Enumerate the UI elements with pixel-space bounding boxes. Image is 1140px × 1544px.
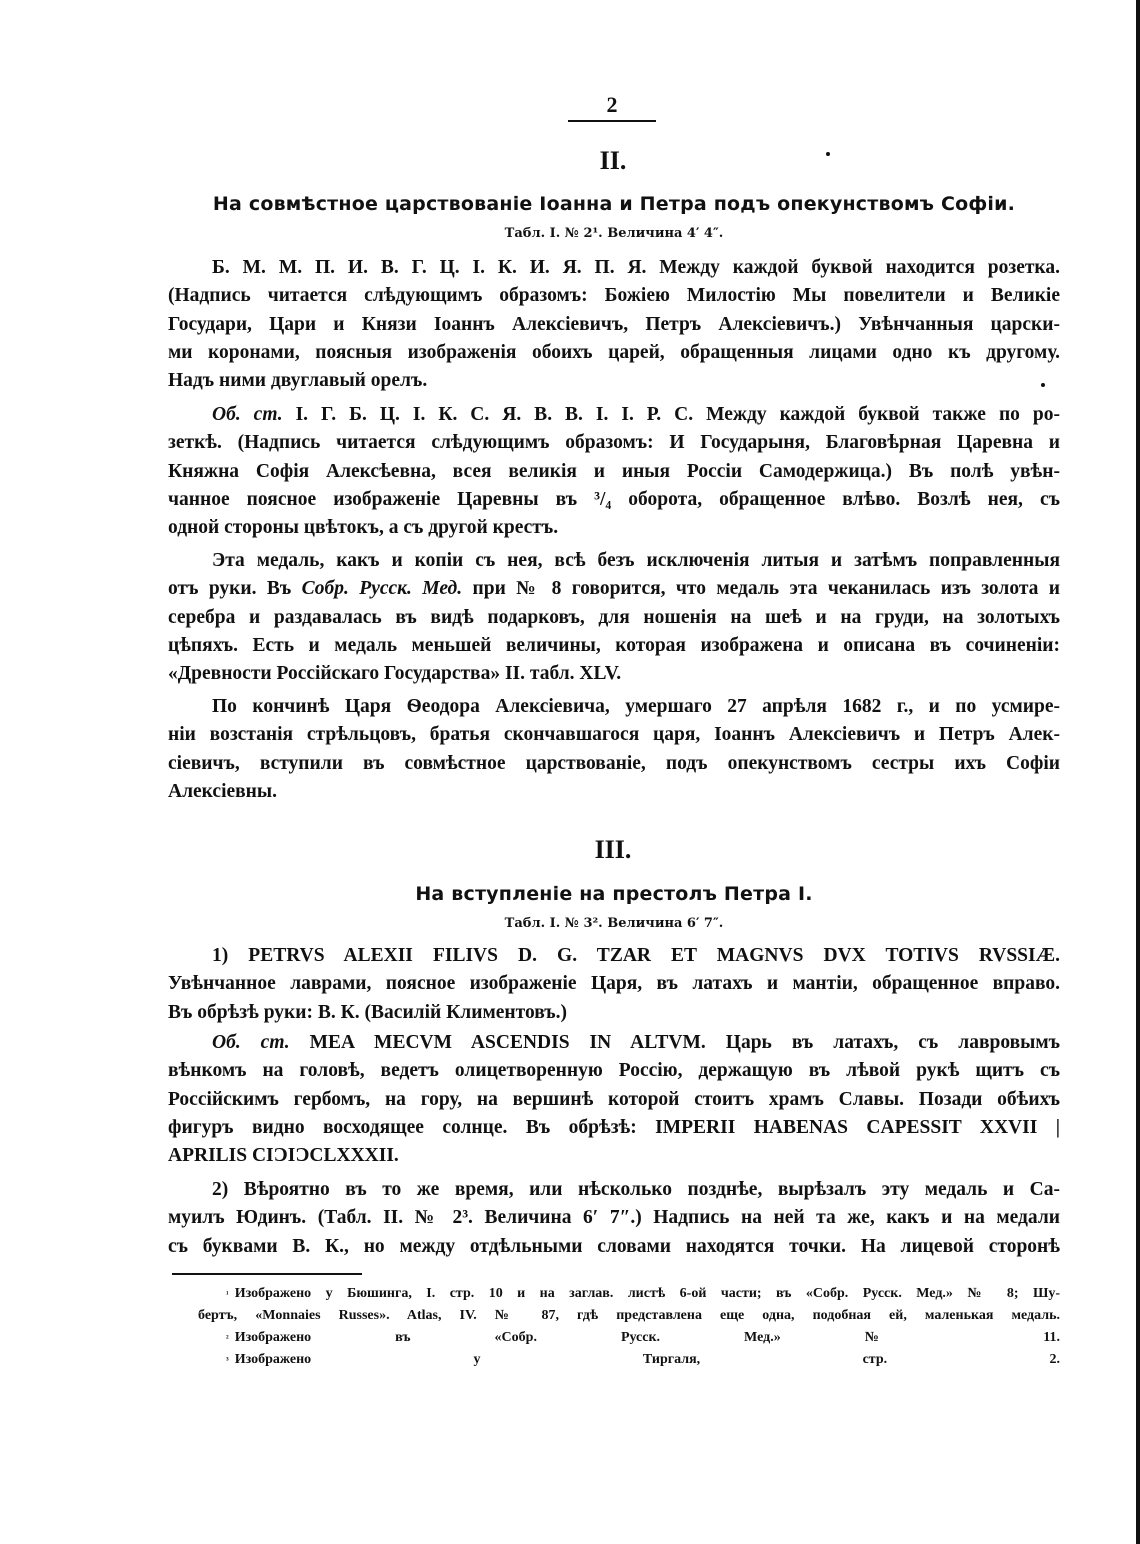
section-2-numeral: II. xyxy=(599,146,627,175)
text-line: Алексіевны. xyxy=(168,780,278,802)
section-2-paragraph-3 xyxy=(168,547,1060,688)
text-line: «Древности Россійскаго Государства» II. табл. XLV. xyxy=(168,663,622,685)
text-line xyxy=(124,575,1060,603)
obverse-label: Об. ст. xyxy=(212,404,283,425)
text-line xyxy=(168,1283,1060,1305)
text-line xyxy=(168,401,1060,429)
section-2-paragraph-1 xyxy=(168,254,1060,395)
inline-text: Изображено въ «Собр. Русск. Мед.» № 11. xyxy=(234,1330,1060,1345)
section-3-table-ref: Табл. I. № 3². Величина 6′ 7″. xyxy=(504,916,724,931)
section-2-paragraph-2 xyxy=(168,401,1060,542)
inline-text: І. Г. Б. Ц. І. К. С. Я. В. В. І. І. Р. С. Между каждой буквой также по ро- xyxy=(295,404,1060,425)
text-line: ніи возстанія стрѣльцовъ, братья скончавшагося царя, Іоаннъ Алексіевичъ и Петръ Алек- xyxy=(168,724,1060,746)
footnote-1 xyxy=(168,1283,1060,1327)
text-line: вѣнкомъ на головѣ, ведетъ олицетворенную Россію, держащую въ лѣвой рукѣ щитъ съ xyxy=(168,1060,1060,1082)
section-3-heading: На вступленіе на престолъ Петра I. xyxy=(415,883,813,905)
text-line: фигуръ видно восходящее солнце. Въ обрѣзѣ: IMPERII HABENAS CAPESSIT XXVII | xyxy=(168,1116,1060,1138)
footnote-marker: ³ xyxy=(226,1355,229,1365)
footnote-marker: ² xyxy=(226,1333,229,1343)
inline-text: при № 8 говорится, что медаль эта чеканилась изъ золота и xyxy=(472,578,1061,600)
text-line: Государи, Цари и Князи Іоаннъ Алексіевичъ, Петръ Алексіевичъ.) Увѣнчанныя царски- xyxy=(168,313,1060,335)
text-line: Увѣнчанное лаврами, поясное изображеніе Царя, въ латахъ и мантіи, обращенное вправо. xyxy=(168,973,1060,995)
inline-text: Изображено у Тиргаля, стр. 2. xyxy=(234,1352,1060,1367)
text-line: Княжна Софія Алексѣевна, всея великія и иныя Россіи Самодержица.) Въ полѣ увѣн- xyxy=(168,460,1060,482)
section-3-paragraph-3 xyxy=(168,1176,1060,1261)
text-line: муилъ Юдинъ. (Табл. II. № 2³. Величина 6′ 7″.) Надпись на ней та же, какъ и на медали xyxy=(168,1207,1060,1229)
text-line: Эта медаль, какъ и копіи съ нея, всѣ безъ исключенія литыя и затѣмъ поправленныя xyxy=(212,550,1060,571)
section-2-heading: На совмѣстное царствованіе Іоанна и Петра подъ опекунствомъ Софіи. xyxy=(212,193,1016,215)
obverse-label: Об. ст. xyxy=(212,1032,290,1053)
section-3-numeral: III. xyxy=(594,835,632,864)
text-line: зеткѣ. (Надпись читается слѣдующимъ образомъ: И Государыня, Благовѣрная Царевна и xyxy=(168,432,1060,454)
page-number: 2 xyxy=(606,92,618,117)
text-line: (Надпись читается слѣдующимъ образомъ: Божіею Милостію Мы повелители и Великіе xyxy=(168,285,1060,307)
text-line: цѣпяхъ. Есть и медаль меньшей величины, которая изображена и описана въ сочиненіи: xyxy=(168,634,1060,656)
text-line: одной стороны цвѣтокъ, а съ другой крестъ. xyxy=(168,517,559,539)
text-line: Надъ ними двуглавый орелъ. xyxy=(168,370,428,392)
text-line: По кончинѣ Царя Ѳеодора Алексіевича, умершаго 27 апрѣля 1682 г., и по усмире- xyxy=(212,696,1060,717)
footnote-marker: ¹ xyxy=(226,1289,229,1299)
footnote-3 xyxy=(168,1349,1060,1371)
text-line: 1) PETRVS ALEXII FILIVS D. G. TZAR ET MAGNVS DVX TOTIVS RVSSIÆ. xyxy=(212,945,1060,966)
footnote-2 xyxy=(168,1327,1060,1349)
footnote-rule xyxy=(172,1273,362,1275)
section-2-table-ref: Табл. I. № 2¹. Величина 4′ 4″. xyxy=(504,226,724,241)
text-line: 2) Вѣроятно въ то же время, или нѣсколько позднѣе, вырѣзалъ эту медаль и Са- xyxy=(212,1179,1060,1200)
text-line: сіевичъ, вступили въ совмѣстное царствованіе, подъ опекунствомъ сестры ихъ Софіи xyxy=(168,752,1060,774)
section-2-paragraph-4 xyxy=(168,693,1060,806)
page-number-rule xyxy=(568,120,656,122)
text-line: бертъ, «Monnaies Russes». Atlas, IV. № 87, гдѣ представлена еще одна, подобная ей, маленькая медаль. xyxy=(198,1308,1060,1323)
section-3-paragraph-1 xyxy=(168,942,1060,1027)
text-line: ми коронами, поясныя изображенія обоихъ царей, обращенныя лицами одно къ другому. xyxy=(168,341,1060,363)
text-line: чанное поясное изображеніе Царевны въ ³/₄ оборота, обращенное влѣво. Возлѣ нея, съ xyxy=(168,488,1060,510)
text-line: APRILIS CIƆIƆCLXXXII. xyxy=(168,1145,399,1167)
text-line: съ буквами В. К., но между отдѣльными словами находятся точки. На лицевой сторонѣ xyxy=(168,1235,1060,1257)
text-line: Россійскимъ гербомъ, на гору, на вершинѣ которой стоитъ храмъ Славы. Позади обѣихъ xyxy=(168,1088,1060,1110)
text-line: Б. М. М. П. И. В. Г. Ц. І. К. И. Я. П. Я. Между каждой буквой находится розетка. xyxy=(212,257,1060,278)
section-3-paragraph-2 xyxy=(168,1029,1060,1170)
text-line: Въ обрѣзѣ руки: В. К. (Василій Климентовъ.) xyxy=(168,1001,567,1023)
source-title: Собр. Русск. Мед. xyxy=(301,578,463,600)
text-line xyxy=(168,1349,1060,1371)
text-line xyxy=(168,1327,1060,1349)
text-line xyxy=(168,1029,1060,1057)
text-line: серебра и раздавалась въ видѣ подарковъ, для ношенія на шеѣ и на груди, на золотыхъ xyxy=(168,606,1060,628)
inline-text: отъ руки. Въ xyxy=(168,578,292,600)
page-edge xyxy=(1136,0,1140,1544)
inline-text: Изображено у Бюшинга, I. стр. 10 и на заглав. листѣ 6-ой части; въ «Собр. Русск. Мед.» № 8; Шу- xyxy=(234,1286,1060,1301)
inline-text: MEA MECVM ASCENDIS IN ALTVM. Царь въ латахъ, съ лавровымъ xyxy=(309,1032,1061,1053)
